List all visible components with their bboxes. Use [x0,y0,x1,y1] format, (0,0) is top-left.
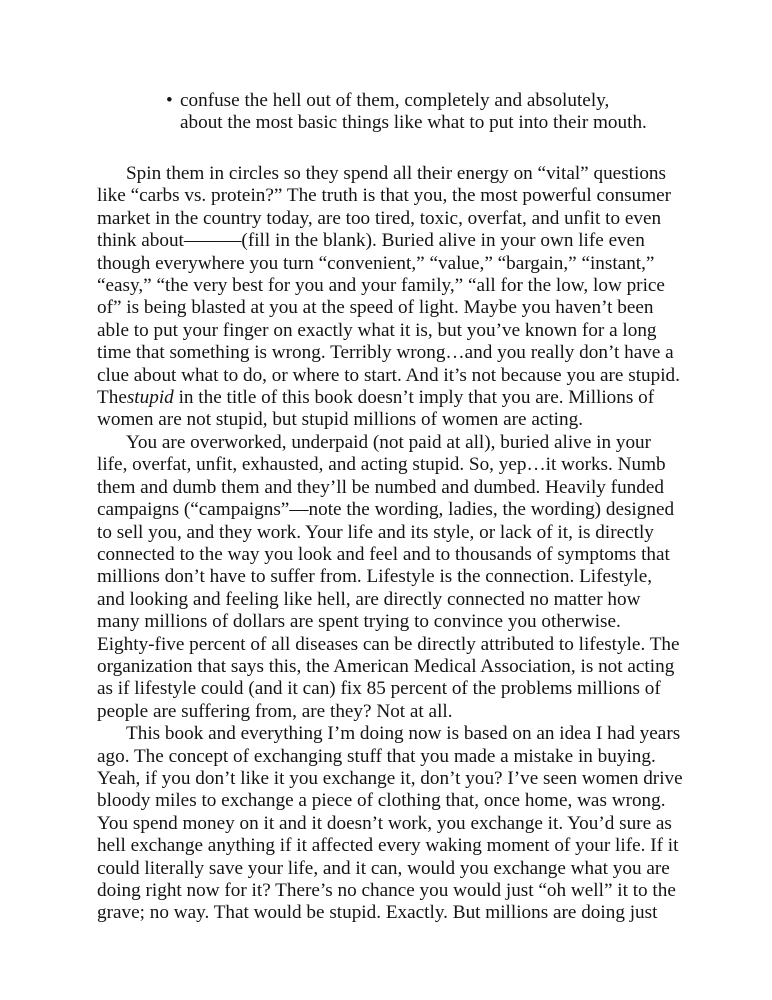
text-line: clue about what to do, or where to start. And it’s not because you are stupid. [97,364,680,386]
text-line: millions don’t have to suffer from. Lifestyle is the connection. Lifestyle, [97,566,653,588]
text-segment: in the title of this book doesn’t imply that you are. Millions of [173,387,655,409]
paragraph-first-line: This book and everything I’m doing now is based on an idea I had years [126,723,681,745]
text-line: Eighty-five percent of all diseases can be directly attributed to lifestyle. The [97,633,680,655]
text-line: of” is being blasted at you at the speed of light. Maybe you haven’t been [97,297,654,319]
text-line: grave; no way. That would be stupid. Exactly. But millions are doing just [97,902,658,924]
text-line: life, overfat, unfit, exhausted, and acting stupid. So, yep…it works. Numb [97,454,666,476]
text-line: campaigns (“campaigns”—note the wording, ladies, the wording) designed [97,499,675,521]
text-line: bloody miles to exchange a piece of clothing that, once home, was wrong. [97,790,666,812]
text-line: though everywhere you turn “convenient,” “value,” “bargain,” “instant,” [97,252,655,274]
body-text [97,163,683,925]
text-line: time that something is wrong. Terribly wrong…and you really don’t have a [97,342,674,364]
text-line: able to put your finger on exactly what it is, but you’ve known for a long [97,319,657,341]
italic-word: stupid [126,387,174,409]
text-segment: The [97,387,127,409]
text-line: as if lifestyle could (and it can) fix 85 percent of the problems millions of [97,678,661,700]
paragraph-first-line: You are overworked, underpaid (not paid at all), buried alive in your [126,431,652,453]
text-line: many millions of dollars are spent trying to convince you otherwise. [97,611,621,633]
bullet-text [180,90,720,135]
text-line: women are not stupid, but stupid millions of women are acting. [97,409,584,431]
text-line: organization that says this, the American Medical Association, is not acting [97,655,675,677]
text-line: people are suffering from, are they? Not at all. [97,700,453,722]
bullet-line: confuse the hell out of them, completely and absolutely, [180,90,610,111]
text-line: Yeah, if you don’t like it you exchange it, don’t you? I’ve seen women drive [97,767,683,789]
text-line: doing right now for it? There’s no chance you would just “oh well” it to the [97,880,676,901]
text-line: could literally save your life, and it can, would you exchange what you are [97,857,670,879]
text-line: think about———(fill in the blank). Buried alive in your own life even [97,230,645,252]
text-line [97,387,677,409]
text-line: and looking and feeling like hell, are directly connected no matter how [97,588,641,610]
text-line: them and dumb them and they’ll be numbed and dumbed. Heavily funded [97,476,664,498]
text-line: You spend money on it and it doesn’t work, you exchange it. You’d sure as [97,812,672,834]
bullet-line: about the most basic things like what to put into their mouth. [180,112,647,134]
text-line: connected to the way you look and feel and to thousands of symptoms that [97,543,670,565]
text-line: “easy,” “the very best for you and your family,” “all for the low, low price [97,275,665,297]
text-line: ago. The concept of exchanging stuff that you made a mistake in buying. [97,745,656,767]
bullet-icon: • [166,90,173,111]
paragraph-first-line: Spin them in circles so they spend all their energy on “vital” questions [126,163,666,184]
text-line: to sell you, and they work. Your life and its style, or lack of it, is directly [97,521,654,543]
text-line: like “carbs vs. protein?” The truth is that you, the most powerful consumer [97,185,672,207]
text-line: market in the country today, are too tired, toxic, overfat, and unfit to even [97,207,662,229]
text-line: hell exchange anything if it affected every waking moment of your life. If it [97,835,679,857]
